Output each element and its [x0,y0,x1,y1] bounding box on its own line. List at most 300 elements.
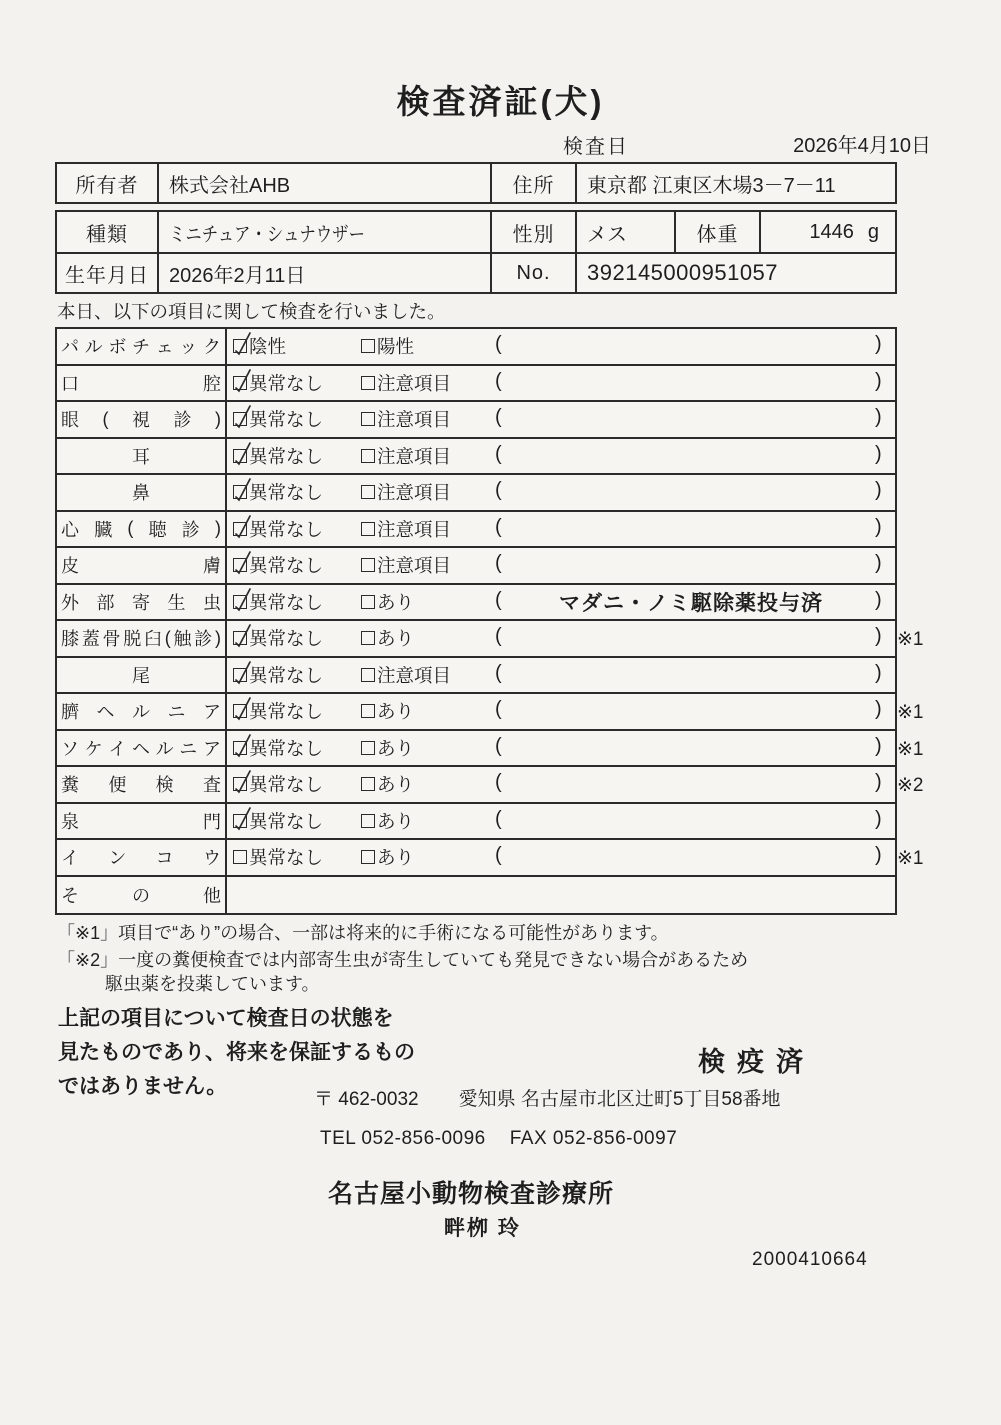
clinic-name: 名古屋小動物検査診療所 [328,1180,615,1208]
paren-open: ( [495,661,502,684]
paren-open: ( [495,442,502,465]
checkbox-option-1 [233,631,247,645]
row-content [227,329,895,364]
paren-close: ) [875,333,882,355]
row-label-char: 糞 [61,775,79,796]
row-label-char: 虫 [203,592,221,613]
check-mark-icon [233,367,253,393]
option-2-label: あり [377,701,415,723]
paren-close: ) [875,844,882,866]
checkbox-option-2 [361,339,375,353]
row-label-char: 部 [96,592,115,613]
paren-open: ( [495,369,502,392]
row-label-char: ニ [179,738,198,759]
footnote-2: 「※2」一度の糞便検査では内部寄生虫が寄生していても発見できない場合があるため [57,950,749,970]
row-label-char: チ [131,337,150,358]
option-1-label: 異常なし [249,555,324,577]
paren-close: ) [875,479,882,501]
checkbox-option-2 [361,412,375,426]
row-label-char: ソ [61,738,79,759]
row-label-char: ア [202,738,221,759]
option-2 [361,402,451,437]
row-label [57,658,227,693]
paren-content [511,512,871,547]
option-2-label: あり [377,810,415,832]
row-label-char: ( [102,408,109,429]
paren-close: ) [875,515,882,538]
option-1-label: 異常なし [249,737,324,759]
footnote-mark: ※1 [897,629,924,650]
checkbox-option-1 [233,485,247,499]
check-mark-icon [233,440,253,466]
row-label-char: 眼 [61,410,79,431]
option-1-label: 異常なし [249,591,324,613]
option-1 [233,694,323,729]
row-label [57,439,227,474]
option-1 [233,548,323,583]
row-label-char: 腔 [203,373,221,394]
option-2-label: 陽性 [377,336,415,358]
option-1-label: 異常なし [249,372,324,394]
paren-close: ) [875,771,882,793]
checkbox-option-1 [233,668,247,682]
checkbox-option-2 [361,704,375,718]
row-label-char: 査 [202,775,221,796]
row-label-char: 診 [181,519,200,540]
birth-label: 生年月日 [57,252,157,292]
row-label-char: ボ [108,337,127,358]
row-label [57,731,227,766]
option-2 [361,804,414,839]
check-mark-icon [233,403,253,429]
check-mark-icon [233,549,253,575]
paren-content [511,402,871,437]
check-mark-icon [233,476,253,502]
row-label-char: 耳 [132,446,150,467]
option-1 [233,731,323,766]
checkbox-option-2 [361,376,375,390]
checkbox-option-1 [233,449,247,463]
checkbox-option-1 [233,376,247,390]
paren-open: ( [495,771,502,793]
checkbox-option-1 [233,741,247,755]
pet-table [55,210,897,294]
paren-content [511,658,871,693]
table-row [57,548,895,585]
row-label-char: 口 [61,373,79,394]
paren-close: ) [875,661,882,684]
checkbox-option-1 [233,850,247,864]
footnote-mark: ※1 [897,848,924,869]
table-row [57,840,924,877]
option-1 [233,804,323,839]
row-label-char: ) [214,518,221,539]
option-1 [233,402,323,437]
row-label-char: ェ [155,337,174,358]
option-1-label: 異常なし [249,810,324,832]
address-value: 東京都 江東区木場3－7－11 [575,164,895,202]
option-2-label: 注意項目 [377,518,452,540]
paren-content [511,475,871,510]
paren-open: ( [495,625,502,647]
row-label-char: 門 [203,811,221,832]
row-label-char: ク [202,337,221,358]
row-content [227,439,895,474]
checkbox-option-2 [361,668,375,682]
option-2 [361,512,451,547]
row-content [227,840,895,875]
row-label-char: 臼 [144,629,162,650]
row-label-char: ニ [167,702,186,723]
serial-number: 2000410664 [752,1249,868,1270]
paren-close: ) [875,369,882,392]
option-1-label: 陰性 [249,336,287,358]
row-label-char: 便 [108,775,127,796]
birth-value: 2026年2月11日 [157,252,490,292]
row-label-char: ル [155,738,174,759]
clinic-tel: TEL 052-856-0096 [320,1128,486,1149]
sex-value: メス [575,212,674,252]
paren-open: ( [495,698,502,720]
quarantine-stamp: 検疫済 [698,1047,815,1077]
option-1-label: 異常なし [249,664,324,686]
owner-table [55,162,897,204]
option-2-label: あり [377,628,415,650]
row-label-char: 視 [132,410,150,431]
weight-label: 体重 [674,212,759,252]
row-label [57,512,227,547]
owner-value: 株式会社AHB [157,164,490,202]
row-content [227,658,895,693]
row-label-char: 触 [173,629,192,650]
checkbox-option-1 [233,595,247,609]
paren-content [511,840,871,875]
row-label-char: ッ [179,337,198,358]
row-label-char: 泉 [61,811,79,832]
table-row [57,767,924,804]
table-row [57,329,895,366]
option-1 [233,329,286,364]
no-value: 392145000951057 [575,252,895,292]
row-label-char: 心 [61,519,79,540]
row-label-char: パ [61,337,79,358]
footnote-1: 「※1」項目で“あり”の場合、一部は将来的に手術になる可能性があります。 [57,923,669,943]
paren-open: ( [495,844,502,866]
footnote-mark: ※2 [897,775,924,796]
paren-open: ( [495,588,502,611]
weight-value [759,212,895,252]
option-2 [361,439,451,474]
row-label-char: ウ [202,848,221,869]
table-row [57,658,895,695]
checkbox-option-2 [361,522,375,536]
paren-content [511,694,871,729]
paren-content [511,366,871,401]
clinic-address: 愛知県 名古屋市北区辻町5丁目58番地 [458,1089,781,1110]
row-label-char: 骨 [102,629,121,650]
table-row [57,731,924,768]
row-label-char: コ [155,848,174,869]
paren-content [511,548,871,583]
table-row [57,621,924,658]
row-label-char: 寄 [132,592,150,613]
row-label-char: イ [61,848,79,869]
row-label-char: 膝 [61,629,79,650]
paren-open: ( [495,333,502,355]
checkbox-option-2 [361,850,375,864]
row-label-char: 臓 [94,519,113,540]
option-2 [361,366,451,401]
checkbox-option-2 [361,741,375,755]
row-label-char: ケ [84,738,103,759]
option-2-label: 注意項目 [377,372,452,394]
check-mark-icon [233,330,253,356]
paren-close: ) [875,698,882,720]
paren-content [511,804,871,839]
option-2 [361,621,414,656]
option-1 [233,767,323,802]
disclaimer-line-2: 見たものであり、将来を保証するもの [58,1041,415,1064]
option-2-label: あり [377,847,415,869]
option-2 [361,548,451,583]
sex-label: 性別 [490,212,575,252]
row-label [57,767,227,802]
row-content [227,512,895,547]
checkbox-option-1 [233,412,247,426]
checkbox-option-1 [233,339,247,353]
row-label-char: ( [127,518,134,539]
option-2 [361,475,451,510]
row-label [57,475,227,510]
breed-label: 種類 [86,223,128,246]
row-label-char: 皮 [61,556,79,577]
table-row [57,512,895,549]
row-label [57,694,227,729]
row-content [227,804,895,839]
row-label-char: 臍 [61,702,79,723]
table-row [57,804,895,841]
checkbox-option-2 [361,814,375,828]
row-label-char: ( [164,627,171,648]
inspection-table [55,327,924,915]
option-2 [361,840,414,875]
disclaimer-line-1: 上記の項目について検査日の状態を [58,1007,394,1030]
paren-open: ( [495,406,502,428]
footnote-mark: ※1 [897,738,924,760]
paren-open: ( [495,515,502,538]
check-mark-icon [233,659,253,685]
row-label-char: ) [215,408,221,429]
check-mark-icon [233,768,253,794]
row-label-char: の [132,885,150,906]
clinic-telfax-line [320,1128,677,1150]
paren-close: ) [875,552,882,574]
table-row [57,402,895,439]
row-content [227,731,895,766]
checkbox-option-1 [233,558,247,572]
option-1 [233,621,323,656]
row-label-char: ヘ [131,738,150,759]
checkbox-option-1 [233,777,247,791]
option-1-label: 異常なし [249,445,324,467]
row-content [227,694,895,729]
row-content [227,475,895,510]
option-2-label: あり [377,591,415,613]
row-content [227,402,895,437]
owner-label: 所有者 [75,174,139,197]
option-2 [361,658,451,693]
paren-content [511,621,871,656]
option-1 [233,585,323,620]
option-1 [233,840,323,875]
weight-unit: g [867,220,879,243]
clinic-postal-line [314,1084,781,1111]
checkbox-option-1 [233,814,247,828]
row-label-char: 外 [61,592,79,613]
option-1-label: 異常なし [249,518,324,540]
check-mark-icon [233,732,253,758]
paren-close: ) [875,807,882,830]
address-label: 住所 [490,164,575,202]
row-label [57,329,227,364]
option-1 [233,658,323,693]
row-label [57,366,227,401]
row-content [227,548,895,583]
row-content [227,585,895,620]
row-label-char: 膚 [203,556,221,577]
row-label [57,402,227,437]
option-2-label: 注意項目 [377,555,452,577]
row-content [227,877,895,914]
option-2-label: 注意項目 [377,482,452,504]
table-row [57,585,895,622]
option-2-label: 注意項目 [377,409,452,431]
check-mark-icon [233,622,253,648]
row-label-char: そ [61,885,79,906]
checkbox-option-2 [361,631,375,645]
paren-content [511,439,871,474]
clinic-fax: FAX 052-856-0097 [509,1128,678,1149]
option-1 [233,512,323,547]
row-label-char: 鼻 [132,483,150,504]
weight-number: 1446 [809,220,854,243]
table-row [57,366,895,403]
row-label-char: 蓋 [81,629,100,650]
table-row [57,694,924,731]
row-label-char: 他 [203,885,221,906]
intro-sentence: 本日、以下の項目に関して検査を行いました。 [57,301,446,322]
paren-open: ( [495,552,502,574]
option-1-label: 異常なし [249,701,324,723]
option-2-label: あり [377,737,415,759]
option-2 [361,694,414,729]
row-label-char: イ [108,738,127,759]
row-label-char: ) [215,627,221,648]
checkbox-option-2 [361,485,375,499]
breed-text: ミニチュア・シュナウザー [169,223,365,246]
row-label-char: ル [132,702,150,723]
table-row [57,439,895,476]
option-2-label: 注意項目 [377,664,452,686]
option-1-label: 異常なし [249,774,324,796]
row-label [57,548,227,583]
option-1-label: 異常なし [249,409,324,431]
paren-open: ( [495,734,502,757]
no-label: No. [490,252,575,292]
option-1-label: 異常なし [249,847,324,869]
option-1-label: 異常なし [249,482,324,504]
table-row [57,877,895,914]
option-1 [233,366,323,401]
paren-close: ) [875,734,882,757]
paren-close: ) [875,588,882,611]
postal-code: 〒 462-0032 [314,1089,419,1110]
option-1 [233,439,323,474]
exam-date-label: 検査日 [563,136,629,158]
paren-content [511,329,871,364]
table-row [57,475,895,512]
option-2-label: あり [377,774,415,796]
page-title: 検査済証(犬) [396,83,605,120]
checkbox-option-1 [233,522,247,536]
paren-content: マダニ・ノミ駆除薬投与済 [559,591,823,615]
option-2 [361,767,414,802]
paren-close: ) [875,406,882,428]
checkbox-option-2 [361,595,375,609]
option-2 [361,585,414,620]
row-label [57,840,227,875]
row-content [227,621,895,656]
paren-open: ( [495,807,502,830]
paren-close: ) [875,442,882,465]
row-label-char: 尾 [132,665,150,686]
checkbox-option-2 [361,558,375,572]
row-label-char: ン [108,848,127,869]
row-label [57,877,227,914]
option-1-label: 異常なし [249,628,324,650]
check-mark-icon [233,805,253,831]
exam-date-value: 2026年4月10日 [793,135,931,157]
option-2 [361,731,414,766]
check-mark-icon [233,586,253,612]
checkbox-option-2 [361,449,375,463]
row-label-char: 診 [173,410,192,431]
check-mark-icon [233,695,253,721]
row-label-char: ア [203,702,221,723]
row-label-char: 生 [167,592,186,613]
option-2 [361,329,414,364]
row-label-char: ル [84,337,103,358]
row-label-char: 検 [155,775,174,796]
row-label-char: ヘ [96,702,115,723]
row-label [57,621,227,656]
option-1 [233,475,323,510]
veterinarian-name: 畔栁 玲 [444,1217,521,1240]
paren-content [511,767,871,802]
row-label [57,585,227,620]
footnote-2-continued: 駆虫薬を投薬しています。 [105,974,320,994]
paren-content [511,731,871,766]
row-content [227,366,895,401]
paren-close: ) [875,625,882,647]
disclaimer-line-3: ではありません。 [58,1075,228,1098]
check-mark-icon [233,513,253,539]
row-label [57,804,227,839]
breed-value [157,212,490,252]
row-content [227,767,895,802]
paren-open: ( [495,479,502,501]
option-2-label: 注意項目 [377,445,452,467]
